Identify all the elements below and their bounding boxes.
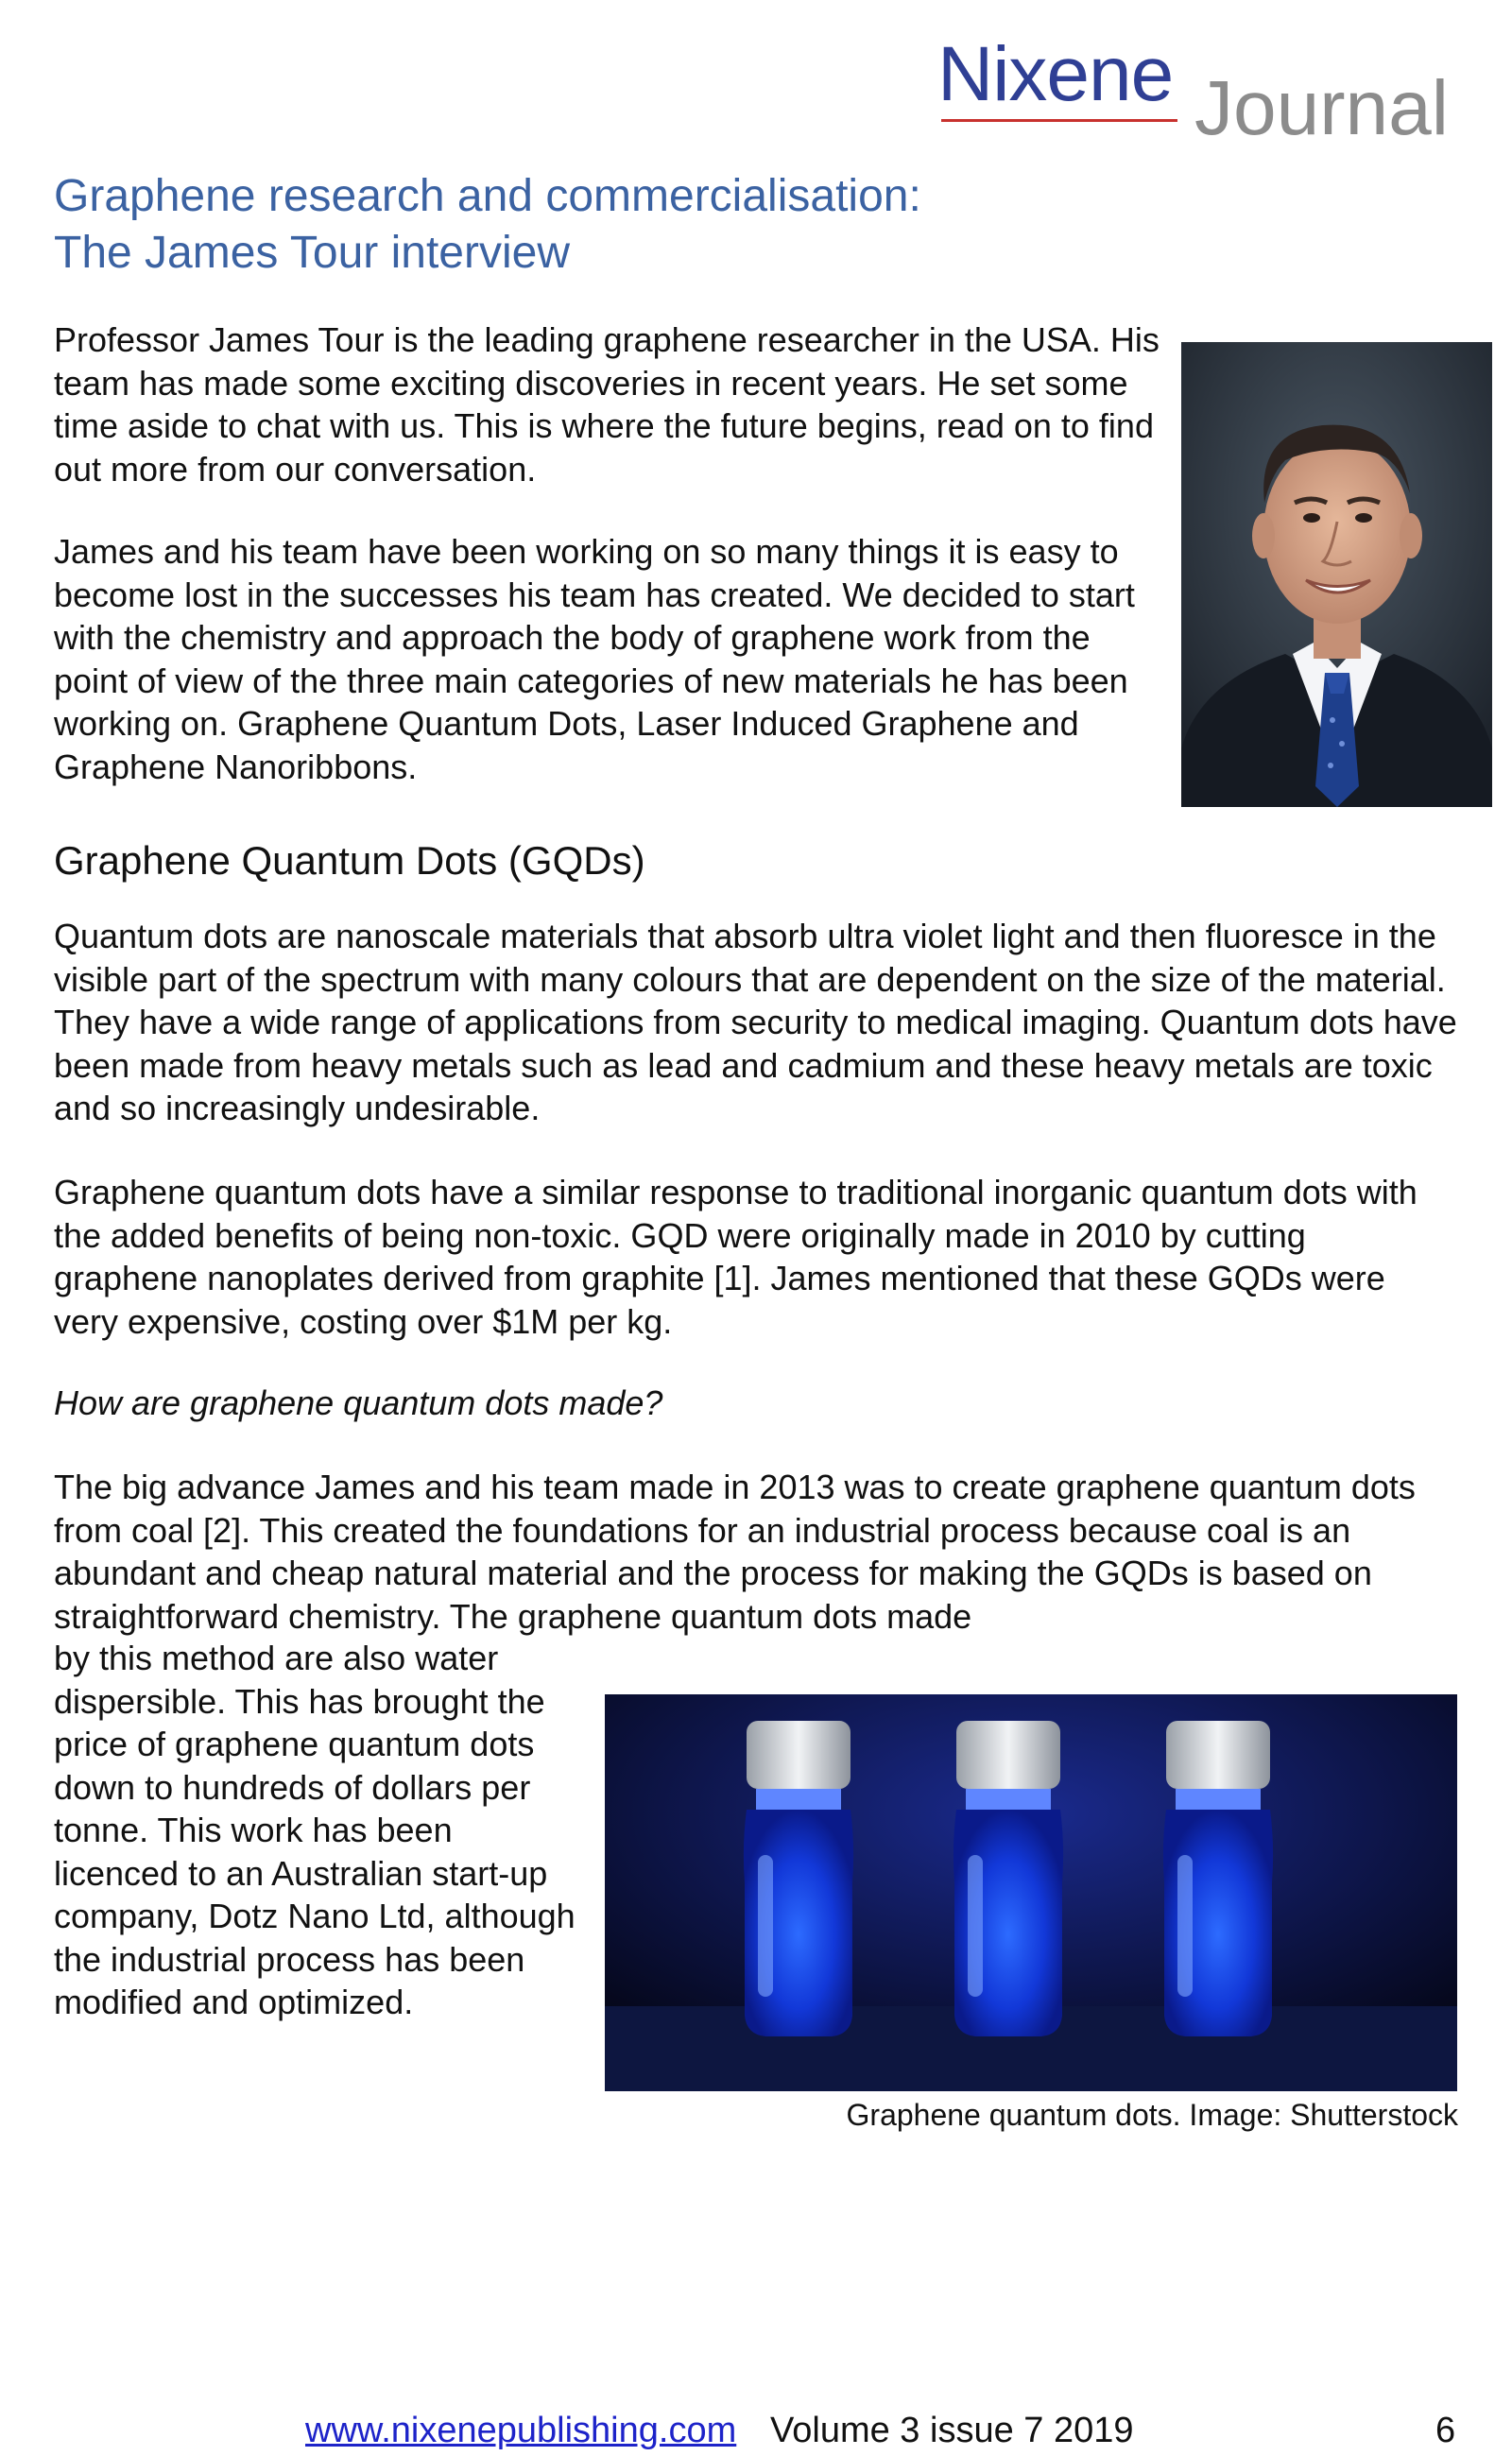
coal-advance-continued: by this method are also water dispersible. This has brought the price of graphene quantum dots down to hundreds of dollars per tonne. This work has been licenced to an Australian start-up company, Dotz Nano Ltd, although the industrial process has been modified and optimized. — [54, 1639, 576, 2021]
quantum-dots-image — [605, 1694, 1457, 2091]
image-caption: Graphene quantum dots. Image: Shutterstock — [846, 2098, 1458, 2132]
vials-illustration — [605, 1694, 1457, 2091]
quantum-dots-paragraph: Quantum dots are nanoscale materials that absorb ultra violet light and then fluoresce in the visible part of the spectrum with many colours that are dependent on the size of the material. They have a wide range of applications from security to medical imaging. Quantum dots have been made from heavy metals such as lead and cadmium and these heavy metals are toxic and so increasingly undesirable. — [54, 917, 1457, 1127]
portrait-illustration — [1181, 342, 1492, 807]
article-title — [54, 168, 1093, 282]
logo-brand: Nixene — [937, 31, 1174, 117]
coal-advance-paragraph: The big advance James and his team made in 2013 was to create graphene quantum dots from coal [2]. This created the foundations for an industrial process because coal is an abundant and cheap natural material and the process for making the GQDs is based on straightforward chemistry. The graphene quantum dots made — [54, 1468, 1416, 1636]
gqd-history-paragraph: Graphene quantum dots have a similar response to traditional inorganic quantum dots with the added benefits of being non-toxic. GQD were originally made in 2010 by cutting graphene nanoplates derived from graphite [1]. James mentioned that these GQDs were very expensive, costing over $1M per kg. — [54, 1173, 1418, 1341]
section-heading: Graphene Quantum Dots (GQDs) — [54, 838, 645, 883]
page-number: 6 — [1435, 2411, 1456, 2450]
portrait-photo — [1181, 342, 1492, 807]
publisher-link[interactable]: www.nixenepublishing.com — [305, 2411, 737, 2450]
overview-paragraph: James and his team have been working on so many things it is easy to become lost in the successes his team has created. We decided to start with the chemistry and approach the body of graphene work from the point of view of the three main categories of new materials he has been working on. Graphene Quantum Dots, Laser Induced Graphene and Graphene Nanoribbons. — [54, 532, 1135, 786]
issue-label: Volume 3 issue 7 2019 — [770, 2411, 1134, 2450]
logo-suffix: Journal — [1194, 65, 1449, 151]
interview-question: How are graphene quantum dots made? — [54, 1383, 663, 1422]
intro-paragraph: Professor James Tour is the leading graphene researcher in the USA. His team has made some exciting discoveries in recent years. He set some time aside to chat with us. This is where the future begins, read on to find out more from our conversation. — [54, 320, 1160, 489]
title-line-2: The James Tour interview — [54, 228, 570, 278]
logo-underline — [941, 119, 1177, 122]
page-footer — [0, 2409, 1512, 2456]
title-line-1: Graphene research and commercialisation: — [54, 171, 921, 221]
journal-logo — [937, 31, 1476, 151]
